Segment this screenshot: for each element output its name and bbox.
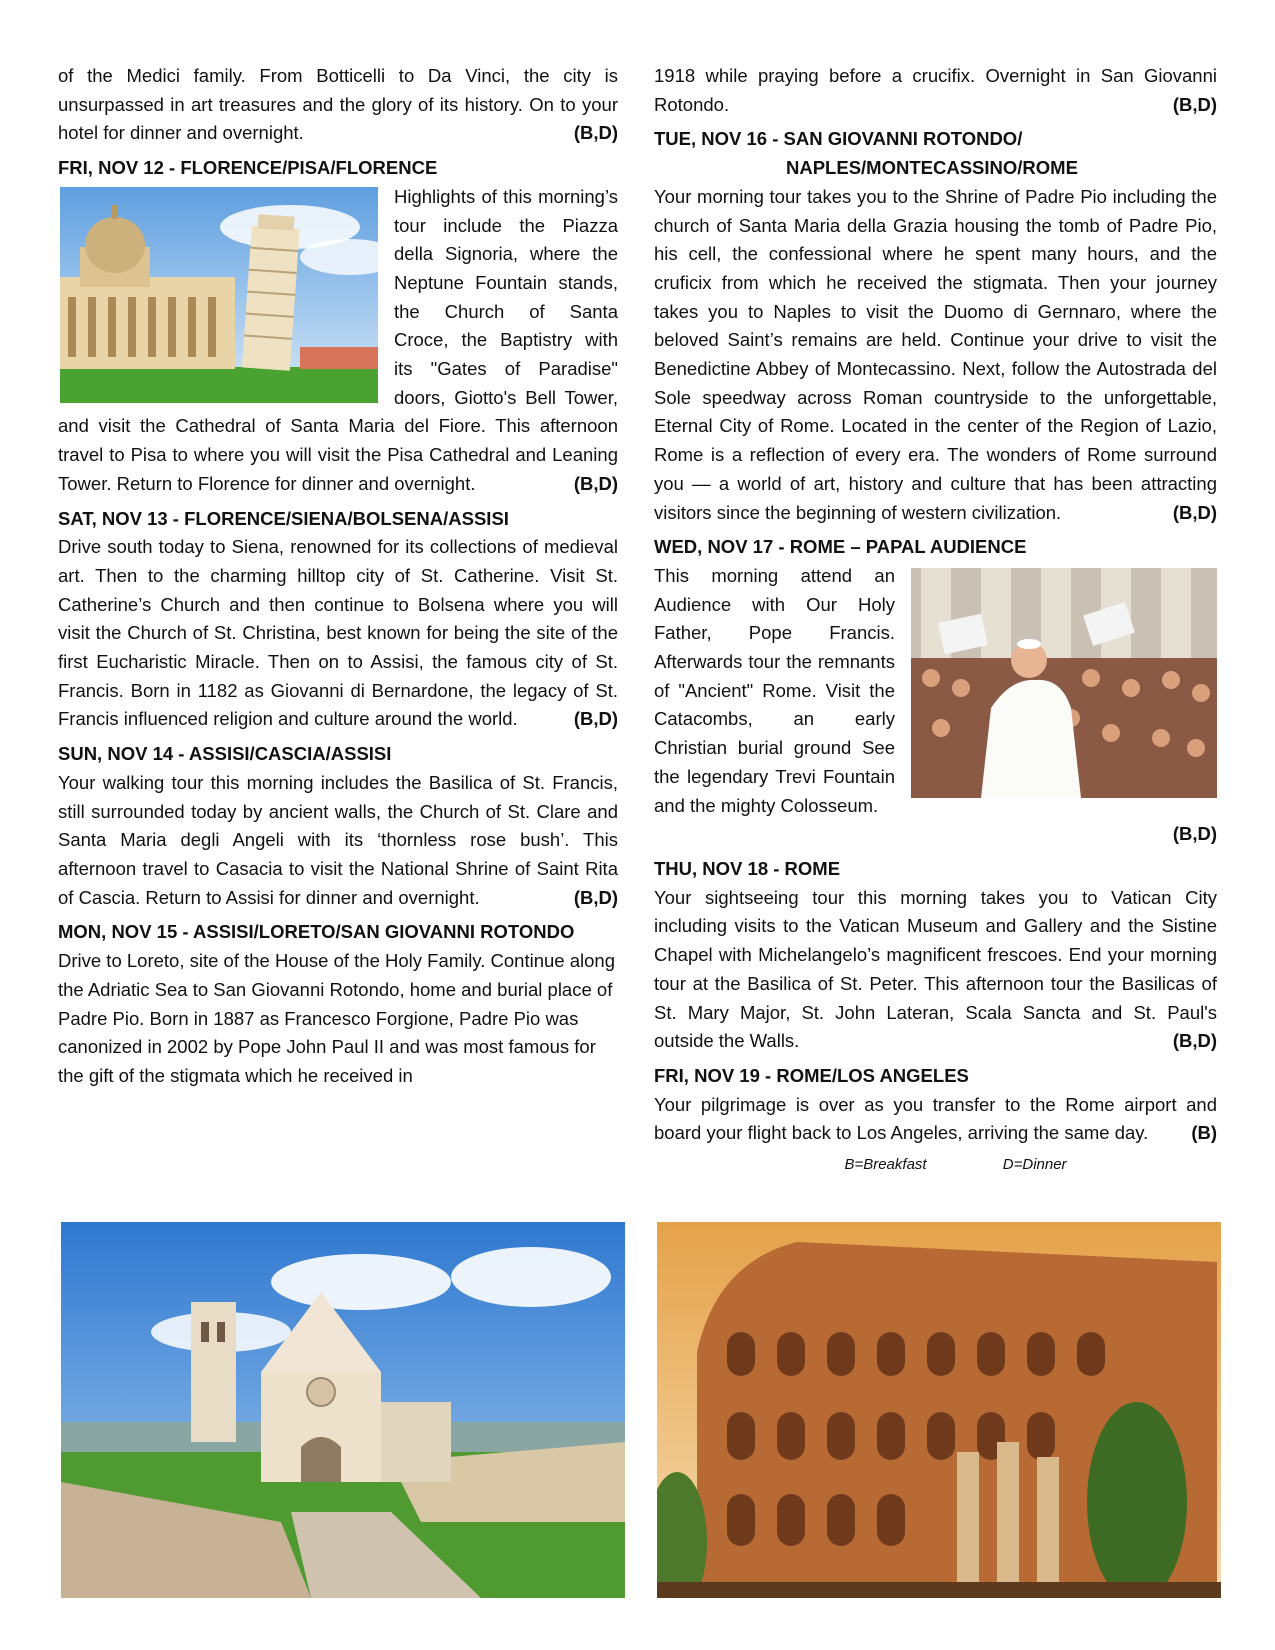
day-text: Highlights of this morning’s tour include the Piazza della Signoria, where the Neptune Fountain stands, the Church of Santa Croce, the Baptistry with its "Gates of Paradise" doors, Giotto's Bell Tower, and visit the Cathedral of Santa Maria del Fiore. This afternoon travel to Pisa to where you will visit the Pisa Cathedral and Leaning Tower. Return to Florence for dinner and overnight. (58, 185, 618, 494)
legend-dinner: D=Dinner (1002, 1156, 1067, 1174)
day-text: Drive to Loreto, site of the House of the Holy Family. Continue along the Adriatic Sea to San Giovanni Rotondo, home and burial place of Padre Pio. Born in 1887 as Francesco Forgione, Padre Pio was canonized in 2002 by Pope John Paul II and was most famous for the gift of the stigmata which he received in (58, 950, 615, 1086)
day-text: Drive south today to Siena, renowned for its collections of medieval art. Then to the charming hilltop city of St. Catherine. Visit St. Catherine’s Church and then continue to Bolsena where you will visit the Church of St. Christina, best known for being the site of the first Eucharistic Miracle. Then on to Assisi, the famous city of St. Francis. Born in 1182 as Giovanni di Bernardone, the legacy of St. Francis influenced religion and culture around the world. (58, 536, 618, 730)
day-text: Your walking tour this morning includes the Basilica of St. Francis, still surrounded today by ancient walls, the Church of St. Clare and Santa Maria degli Angeli with its ‘thornless rose bush’. This afternoon travel to Casacia to visit the National Shrine of Saint Rita of Cascia. Return to Assisi for dinner and overnight. (58, 771, 618, 908)
pope-photo (911, 568, 1217, 798)
meals-code: (B,D) (573, 886, 618, 908)
day-tue-nov-16 (654, 125, 1217, 527)
day-heading-line1: TUE, NOV 16 - SAN GIOVANNI ROTONDO/ (654, 128, 1023, 150)
day-heading: FRI, NOV 19 - ROME/LOS ANGELES (654, 1064, 969, 1086)
day-fri-nov-19 (654, 1062, 1217, 1148)
right-column (654, 62, 1217, 1176)
meals-code: (B,D) (1172, 501, 1217, 523)
intro-text: of the Medici family. From Botticelli to Da Vinci, the city is unsurpassed in art treasures and the glory of its history. On to your hotel for dinner and overnight. (58, 65, 618, 144)
day-thu-nov-18 (654, 855, 1217, 1056)
meals-code: (B,D) (1172, 93, 1217, 115)
left-column (58, 62, 618, 1097)
continuation-text: 1918 while praying before a crucifix. Overnight in San Giovanni Rotondo. (654, 65, 1217, 115)
colosseum-photo (657, 1222, 1221, 1598)
pisa-photo (60, 187, 378, 403)
day-mon-nov-15 (58, 918, 618, 1090)
meal-legend (694, 1154, 1217, 1176)
day-heading: SAT, NOV 13 - FLORENCE/SIENA/BOLSENA/ASSISI (58, 507, 509, 529)
day-heading-line2: NAPLES/MONTECASSINO/ROME (786, 157, 1078, 179)
day-heading (654, 125, 1217, 182)
assisi-basilica-photo (61, 1222, 625, 1598)
day-heading: SUN, NOV 14 - ASSISI/CASCIA/ASSISI (58, 743, 392, 765)
day-heading: MON, NOV 15 - ASSISI/LORETO/SAN GIOVANNI ROTONDO (58, 921, 575, 943)
meals-code: (B,D) (573, 708, 618, 730)
meals-code: (B,D) (1172, 823, 1217, 845)
meals-code: (B,D) (1172, 1030, 1217, 1052)
day-heading: THU, NOV 18 - ROME (654, 857, 841, 879)
day-text: Your sightseeing tour this morning takes you to Vatican City including visits to the Vatican Museum and Gallery and the Sistine Chapel with Michelangelo’s magnificent frescoes. End your morning tour at the Basilica of St. Peter. This afternoon tour the Basilicas of St. Mary Major, St. John Lateran, Scala Sancta and St. Paul's outside the Walls. (654, 886, 1217, 1052)
day-text: Your morning tour takes you to the Shrine of Padre Pio including the church of Santa Maria della Grazia housing the tomb of Padre Pio, his cell, the confessional where he spent many hours, and the cruficix from which he received the stigmata. Then your journey takes you to Naples to visit the Duomo di Gernnaro, where the beloved Saint’s remains are held. Continue your drive to visit the Benedictine Abbey of Montecassino. Next, follow the Autostrada del Sole speedway across Roman countryside to the unforgettable, Eternal City of Rome. Located in the center of the Region of Lazio, Rome is a reflection of every era. The wonders of Rome surround you — a world of art, history and culture that has been attracting visitors since the beginning of western civilization. (654, 185, 1217, 523)
day-fri-nov-12 (58, 154, 618, 498)
day-text: This morning attend an Audience with Our Holy Father, Pope Francis. Afterwards tour the remnants of "Ancient" Rome. Visit the Catacombs, an early Christian burial ground See the legendary Trevi Fountain and the mighty Colosseum. (654, 564, 895, 816)
meals-code: (B) (1191, 1122, 1217, 1144)
day-heading: WED, NOV 17 - ROME – PAPAL AUDIENCE (654, 536, 1027, 558)
continuation-paragraph (654, 62, 1217, 119)
legend-breakfast: B=Breakfast (844, 1156, 927, 1174)
day-wed-nov-17 (654, 533, 1217, 849)
day-sun-nov-14 (58, 740, 618, 912)
day-heading: FRI, NOV 12 - FLORENCE/PISA/FLORENCE (58, 157, 438, 179)
intro-paragraph (58, 62, 618, 148)
day-sat-nov-13 (58, 505, 618, 735)
meals-code: (B,D) (573, 122, 618, 144)
day-text: Your pilgrimage is over as you transfer to the Rome airport and board your flight back to Los Angeles, arriving the same day. (654, 1093, 1217, 1144)
meals-code: (B,D) (573, 472, 618, 494)
